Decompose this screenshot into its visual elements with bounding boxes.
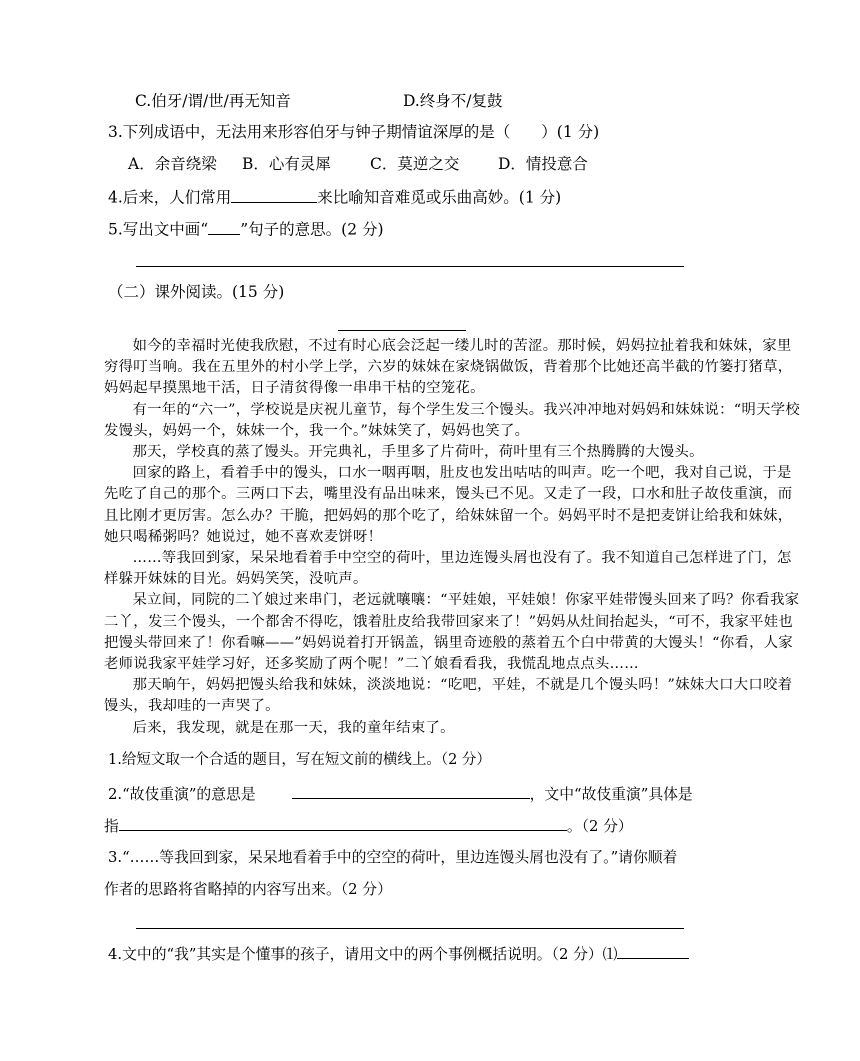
q5-underline-mark — [208, 218, 240, 235]
section-2-title: （二）课外阅读。(15 分) — [108, 283, 285, 301]
q2-option-d: D.终身不/复鼓 — [403, 92, 503, 110]
passage-paragraph: ……等我回到家，呆呆地看着手中空空的荷叶，里边连馒头屑也没有了。我不知道自己怎样进了门，怎样躲开妹妹的目光。妈妈笑笑，没吭声。 — [104, 550, 792, 588]
q4-answer-blank[interactable] — [231, 186, 317, 203]
comprehension-question-2-line1 — [108, 783, 693, 805]
passage-title-blank[interactable] — [338, 330, 466, 331]
q3-option-c: C．莫逆之交 — [370, 155, 460, 173]
cq2-text-before: 2.“故伎重演”的意思是 — [108, 785, 256, 803]
passage-paragraph: 有一年的“六一”，学校说是庆祝儿童节，每个学生发三个馒头。我兴冲冲地对妈妈和妹妹说：“明天学校发馒头，妈妈一个，妹妹一个，我一个。”妹妹笑了，妈妈也笑了。 — [104, 401, 801, 439]
comprehension-question-3-line2: 作者的思路将省略掉的内容写出来。（2 分） — [104, 881, 392, 898]
comprehension-question-1: 1.给短文取一个合适的题目，写在短文前的横线上。（2 分） — [108, 752, 491, 768]
cq3-answer-line[interactable] — [136, 928, 684, 929]
comprehension-question-3-line1: 3.“……等我回到家，呆呆地看着手中的空空的荷叶，里边连馒头屑也没有了。”请你顺着 — [108, 849, 678, 866]
q2-option-c: C.伯牙/谓/世/再无知音 — [135, 92, 291, 110]
q5-text-before: 5.写出文中画“ — [108, 220, 209, 239]
question-3-stem: 3.下列成语中，无法用来形容伯牙与钟子期情谊深厚的是（ ）(1 分) — [108, 123, 600, 141]
passage-paragraph: 回家的路上，看着手中的馒头，口水一咽再咽，肚皮也发出咕咕的叫声。吃一个吧，我对自己说，于是先吃了自己的那个。三两口下去，嘴里没有品出味来，馒头已不见。又走了一段，口水和肚子故伎重演，而且比刚才更厉害。怎么办？干脆，把妈妈的那个吃了，给妹妹留一个。妈妈平时不是把麦饼让给我和妹妹，她只喝稀粥吗？她说过，她不喜欢麦饼呀！ — [104, 465, 793, 545]
reading-passage — [104, 336, 804, 739]
passage-paragraph: 那天晌午，妈妈把馒头给我和妹妹，淡淡地说：“吃吧，平娃，不就是几个馒头吗！”妹妹大口大口咬着馒头，我却哇的一声哭了。 — [104, 677, 793, 715]
passage-paragraph: 如今的幸福时光使我欣慰，不过有时心底会泛起一缕儿时的苦涩。那时候，妈妈拉扯着我和妹妹，家里穷得叮当响。我在五里外的村小学上学，六岁的妹妹在家烧锅做饭，背着那个比她还高半截的竹篓打猪草，妈妈起早摸黑地干活，日子清贫得像一串串干枯的空笼花。 — [104, 338, 793, 397]
q3-option-b: B．心有灵犀 — [242, 155, 331, 173]
passage-paragraph: 呆立间，同院的二丫娘过来串门，老远就嚷嚷：“平娃娘，平娃娘！你家平娃带馒头回来了吗？你看我家二丫，发三个馒头，一个都舍不得吃，饿着肚皮给我带回家来了！”妈妈从灶间抬起头，“可不，我家平娃也把馒头带回来了！你看嘛——”妈妈说着打开锅盖，锅里奇迹般的蒸着五个白中带黄的大馒头！“你看，人家老师说我家平娃学习好，还多奖励了两个呢！”二丫娘看看我，我慌乱地点点头…… — [104, 592, 800, 673]
q5-answer-line[interactable] — [136, 266, 684, 267]
cq2-text-line2-after: 。（2 分） — [566, 817, 633, 835]
q4-text-before: 4.后来，人们常用 — [108, 188, 232, 207]
cq4-answer-blank[interactable] — [617, 943, 689, 959]
cq2-text-mid: ，文中“故伎重演”具体是 — [529, 785, 693, 803]
q5-text-after: ”句子的意思。(2 分) — [240, 220, 384, 239]
question-5 — [108, 218, 384, 240]
cq4-text: 4.文中的“我”其实是个懂事的孩子，请用文中的两个事例概括说明。（2 分）⑴ — [108, 945, 618, 963]
passage-paragraph: 后来，我发现，就是在那一天，我的童年结束了。 — [132, 719, 455, 736]
cq2-meaning-blank[interactable] — [292, 783, 530, 799]
comprehension-question-4 — [108, 943, 689, 965]
cq2-text-line2-before: 指 — [104, 817, 119, 835]
passage-paragraph: 那天，学校真的蒸了馒头。开完典礼，手里多了片荷叶，荷叶里有三个热腾腾的大馒头。 — [132, 444, 704, 461]
cq2-specific-blank[interactable] — [119, 815, 567, 831]
question-4 — [108, 186, 561, 208]
comprehension-question-2-line2 — [104, 815, 633, 837]
q4-text-after: 来比喻知音难觅或乐曲高妙。(1 分) — [317, 188, 562, 207]
q3-option-a: A．余音绕梁 — [128, 155, 217, 173]
q3-option-d: D．情投意合 — [498, 155, 588, 173]
